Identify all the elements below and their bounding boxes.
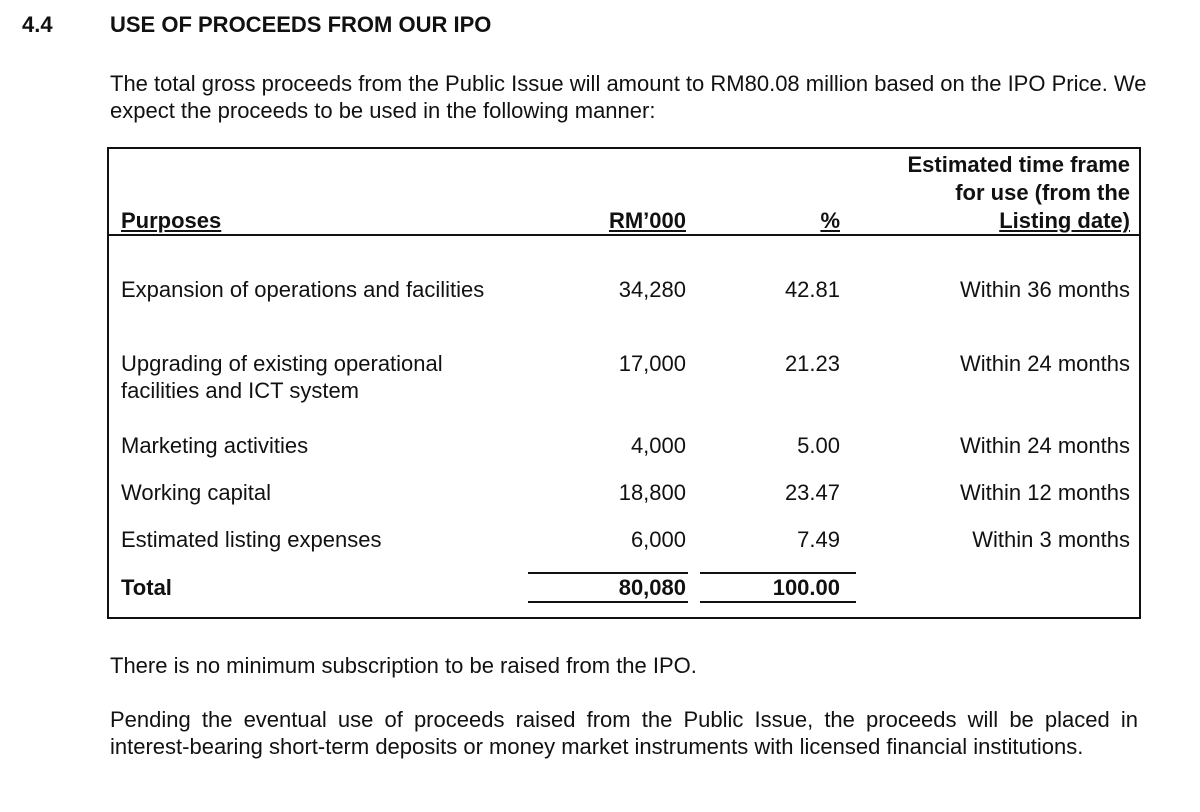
header-time-line1: Estimated time frame	[907, 152, 1130, 177]
total-rule-bottom	[528, 601, 688, 603]
pending-use-note: Pending the eventual use of proceeds raised from the Public Issue, the proceeds will be placed in interest-bearing short-term deposits or money market instruments with licensed financial institutions.	[110, 707, 1138, 759]
section-title: USE OF PROCEEDS FROM OUR IPO	[110, 12, 492, 37]
row-rm: 34,280	[618, 277, 686, 302]
header-time-line2: for use (from the	[955, 180, 1130, 205]
header-percent: %	[820, 208, 840, 233]
header-time-line3: Listing date)	[999, 208, 1130, 233]
row-rm: 4,000	[630, 433, 686, 458]
row-pct: 7.49	[797, 527, 840, 552]
row-pct: 21.23	[784, 351, 840, 376]
row-pct: 42.81	[784, 277, 840, 302]
row-purpose: Expansion of operations and facilities	[121, 277, 485, 302]
row-time: Within 24 months	[960, 433, 1130, 458]
section-number: 4.4	[22, 12, 53, 37]
row-time: Within 24 months	[960, 351, 1130, 376]
row-time: Within 36 months	[960, 277, 1130, 302]
row-rm: 6,000	[630, 527, 686, 552]
row-purpose: Estimated listing expenses	[121, 527, 382, 552]
row-time: Within 12 months	[960, 480, 1130, 505]
row-rm: 17,000	[618, 351, 686, 376]
total-rule-bottom	[700, 601, 856, 603]
header-time-frame	[860, 151, 1130, 235]
row-time: Within 3 months	[972, 527, 1130, 552]
row-purpose: Marketing activities	[121, 433, 309, 458]
row-purpose: Upgrading of existing operational facilities and ICT system	[121, 351, 443, 403]
header-rm000: RM’000	[608, 208, 686, 233]
row-pct: 23.47	[784, 480, 840, 505]
total-label: Total	[121, 575, 172, 600]
minimum-subscription-note: There is no minimum subscription to be raised from the IPO.	[110, 653, 697, 678]
total-rm: 80,080	[618, 575, 686, 600]
header-purposes: Purposes	[121, 208, 222, 233]
row-rm: 18,800	[618, 480, 686, 505]
row-purpose: Working capital	[121, 480, 271, 505]
row-pct: 5.00	[797, 433, 840, 458]
total-pct: 100.00	[772, 575, 840, 600]
intro-paragraph: The total gross proceeds from the Public Issue will amount to RM80.08 million based on the IPO Price. We expect the proceeds to be used in the following manner:	[110, 71, 1147, 123]
